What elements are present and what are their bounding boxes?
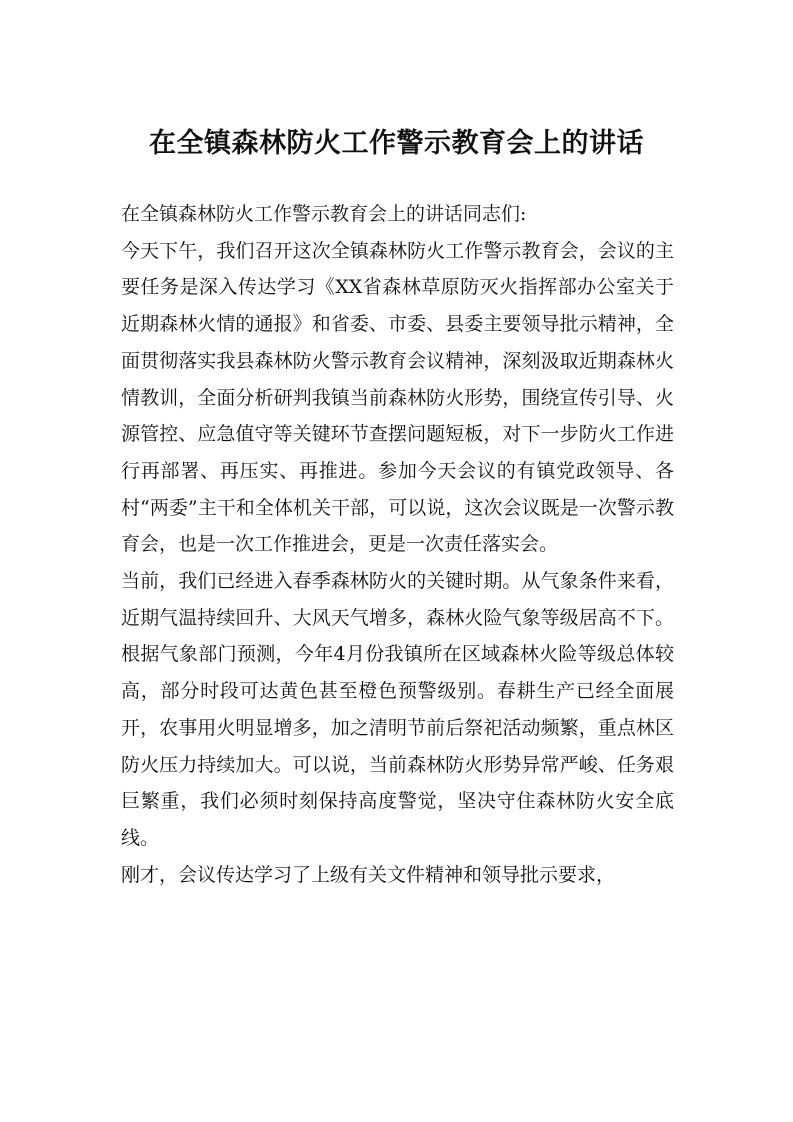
document-title: 在全镇森林防火工作警示教育会上的讲话: [149, 128, 644, 159]
paragraph-transition: 刚才，会议传达学习了上级有关文件精神和领导批示要求，: [121, 863, 616, 886]
document-body: [121, 196, 674, 893]
paragraph-current-situation: 当前，我们已经进入春季森林防火的关键时期。从气象条件来看，近期气温持续回升、大风天气增多，森林火险气象等级居高不下。根据气象部门预测，今年4月份我镇所在区域森林火险等级总体较高，部分时段可达黄色甚至橙色预警级别。春耕生产已经全面展开，农事用火明显增多，加之清明节前后祭祀活动频繁，重点林区防火压力持续加大。可以说，当前森林防火形势异常严峻、任务艰巨繁重，我们必须时刻保持高度警觉，坚决守住森林防火安全底线。: [121, 570, 674, 849]
paragraph-salutation: 在全镇森林防火工作警示教育会上的讲话同志们:: [121, 203, 527, 225]
paragraph-meeting-purpose: 今天下午，我们召开这次全镇森林防火工作警示教育会，会议的主要任务是深入传达学习《XX省森林草原防灭火指挥部办公室关于近期森林火情的通报》和省委、市委、县委主要领导批示精神，全面贯彻落实我县森林防火警示教育会议精神，深刻汲取近期森林火情教训，全面分析研判我镇当前森林防火形势，围绕宣传引导、火源管控、应急值守等关键环节查摆问题短板，对下一步防火工作进行再部署、再压实、再推进。参加今天会议的有镇党政领导、各村“两委”主干和全体机关干部，可以说，这次会议既是一次警示教育会，也是一次工作推进会，更是一次责任落实会。: [121, 239, 674, 556]
